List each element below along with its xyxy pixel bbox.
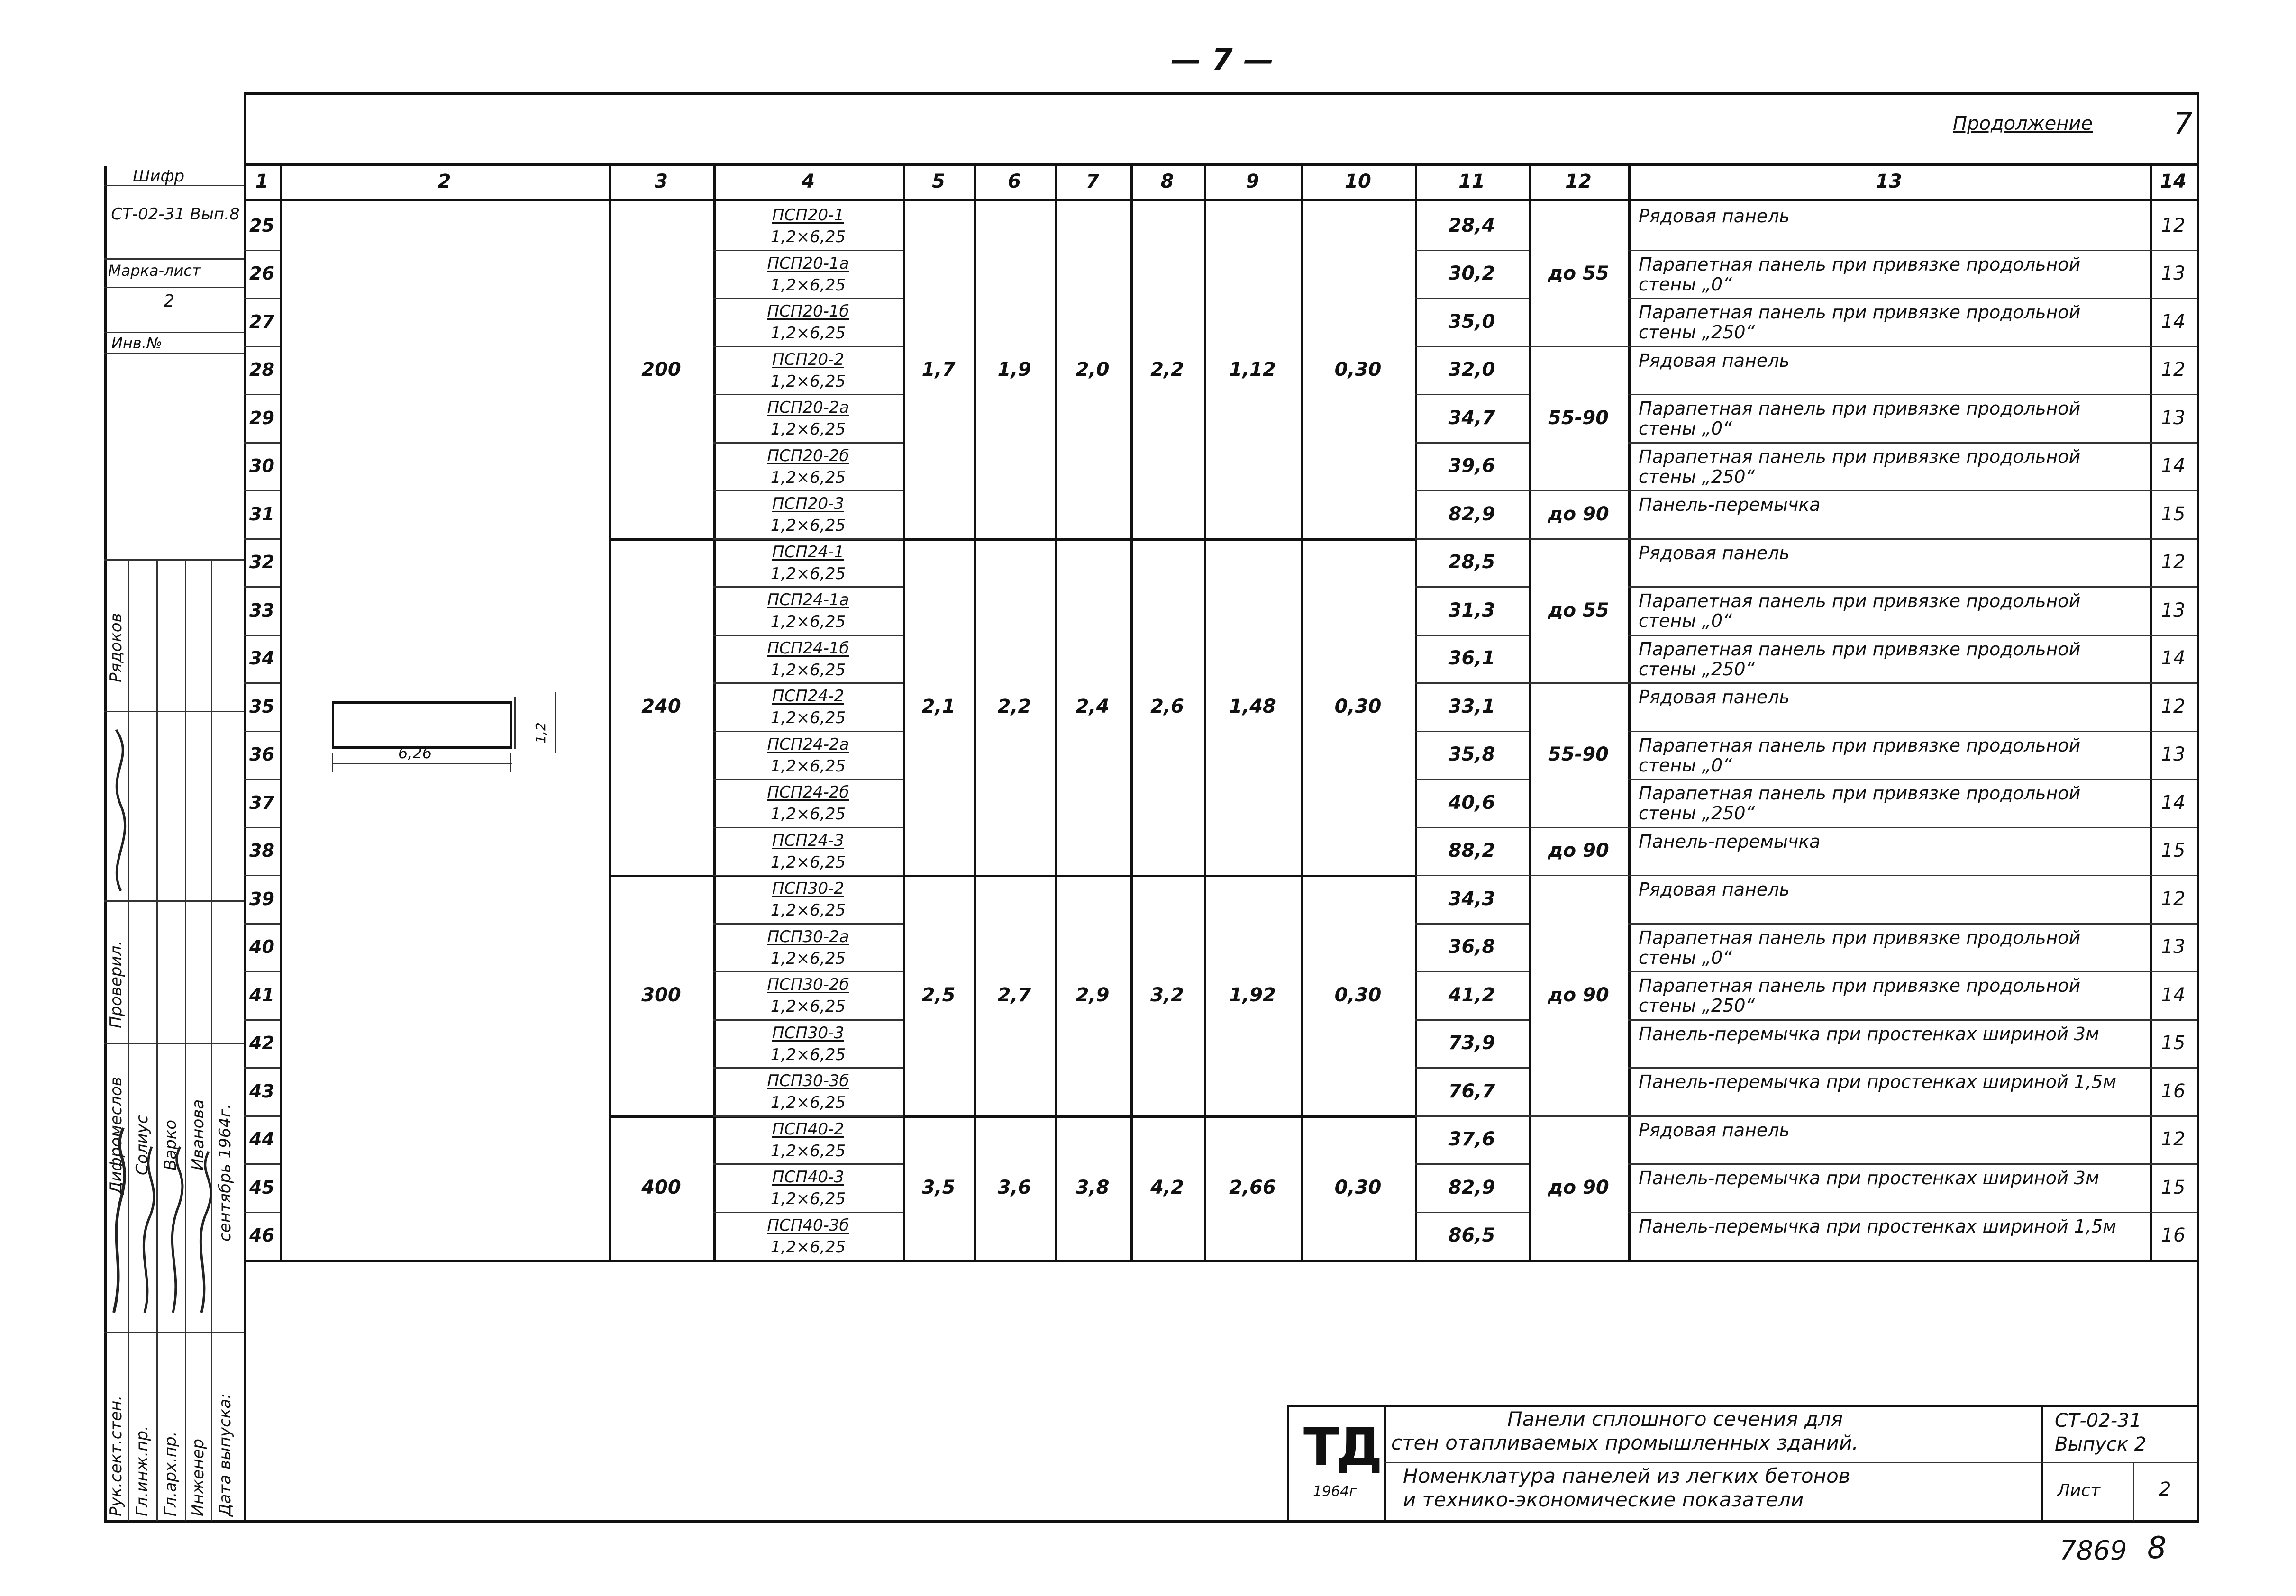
group-c3: 200 bbox=[641, 359, 681, 381]
row-number: 35 bbox=[249, 696, 274, 717]
group-c8: 2,6 bbox=[1150, 695, 1184, 717]
continuation-label: Продолжение bbox=[1953, 113, 2093, 135]
panel-mark-code: ПСП40-2 bbox=[772, 1119, 845, 1139]
panel-mark bbox=[713, 541, 903, 585]
stamp-role-checker: Проверил. bbox=[107, 940, 126, 1028]
group-c5: 3,5 bbox=[921, 1176, 956, 1198]
weight-value: 34,7 bbox=[1448, 407, 1495, 429]
sheet-reference: 13 bbox=[2161, 263, 2186, 285]
sheet-reference: 14 bbox=[2161, 791, 2186, 814]
group-c9: 1,48 bbox=[1229, 695, 1276, 717]
cipher-label: Шифр bbox=[133, 167, 185, 186]
group-c6: 1,9 bbox=[997, 359, 1031, 381]
sheet-reference: 15 bbox=[2161, 503, 2186, 525]
column-number-9: 9 bbox=[1246, 170, 1259, 192]
row-number: 37 bbox=[249, 792, 274, 813]
archive-number: 7869 bbox=[2059, 1535, 2127, 1566]
column-number-6: 6 bbox=[1008, 170, 1021, 192]
panel-mark-code: ПСП20-2а bbox=[767, 398, 849, 417]
panel-mark-size: 1,2×6,25 bbox=[770, 901, 846, 920]
panel-mark-code: ПСП30-2 bbox=[772, 879, 845, 898]
panel-mark bbox=[713, 926, 903, 970]
panel-mark bbox=[713, 1022, 903, 1066]
panel-mark-code: ПСП30-3 bbox=[772, 1023, 845, 1043]
panel-mark-size: 1,2×6,25 bbox=[770, 660, 846, 680]
td-logo: ТД bbox=[1303, 1417, 1380, 1478]
subtitle-line-2: и технико-экономические показатели bbox=[1403, 1488, 1804, 1511]
group-c7: 3,8 bbox=[1075, 1176, 1110, 1198]
sheet-reference: 13 bbox=[2161, 744, 2186, 766]
row-number: 44 bbox=[249, 1129, 274, 1150]
group-c5: 2,5 bbox=[921, 984, 956, 1006]
sheet-reference: 16 bbox=[2161, 1080, 2186, 1102]
panel-description: Парапетная панель при привязке продольной стены „0“ bbox=[1639, 927, 2081, 968]
panel-mark-code: ПСП30-3б bbox=[767, 1071, 849, 1090]
sheet-reference: 14 bbox=[2161, 647, 2186, 670]
panel-mark-code: ПСП24-2а bbox=[767, 735, 849, 754]
span-range: до 90 bbox=[1548, 984, 1609, 1006]
sheet-mark-label: Марка-лист bbox=[108, 262, 201, 280]
group-c6: 2,7 bbox=[997, 984, 1031, 1006]
weight-value: 33,1 bbox=[1448, 695, 1495, 717]
panel-mark bbox=[713, 878, 903, 921]
row-number: 39 bbox=[249, 888, 274, 909]
column-number-3: 3 bbox=[655, 170, 668, 192]
column-number-12: 12 bbox=[1565, 170, 1592, 192]
weight-value: 82,9 bbox=[1448, 503, 1495, 525]
issue-number: Выпуск 2 bbox=[2055, 1433, 2147, 1455]
sketch-width-label: 6,26 bbox=[398, 744, 432, 762]
sheet-reference: 13 bbox=[2161, 407, 2186, 429]
row-number: 29 bbox=[249, 407, 274, 428]
row-number: 40 bbox=[249, 936, 274, 958]
panel-mark bbox=[713, 349, 903, 392]
panel-mark-size: 1,2×6,25 bbox=[770, 852, 846, 872]
group-c8: 3,2 bbox=[1150, 984, 1184, 1006]
group-c7: 2,4 bbox=[1075, 695, 1110, 717]
panel-mark bbox=[713, 685, 903, 729]
panel-description: Парапетная панель при привязке продольной стены „0“ bbox=[1639, 735, 2081, 776]
sheet-reference: 15 bbox=[2161, 1176, 2186, 1198]
panel-description: Рядовая панель bbox=[1639, 879, 1790, 900]
group-c10: 0,30 bbox=[1334, 984, 1382, 1006]
stamp-row-engineer: Инженер bbox=[189, 1439, 208, 1516]
column-number-7: 7 bbox=[1086, 170, 1099, 192]
weight-value: 35,8 bbox=[1448, 744, 1495, 766]
title-line-1: Панели сплошного сечения для bbox=[1507, 1407, 1843, 1431]
group-c9: 1,12 bbox=[1229, 359, 1276, 381]
group-c7: 2,0 bbox=[1075, 359, 1110, 381]
panel-mark-code: ПСП20-1б bbox=[767, 302, 849, 321]
archive-suffix: 8 bbox=[2147, 1531, 2167, 1566]
panel-mark bbox=[713, 1215, 903, 1258]
column-number-5: 5 bbox=[932, 170, 945, 192]
row-number: 31 bbox=[249, 503, 274, 525]
group-c8: 2,2 bbox=[1150, 359, 1184, 381]
span-range: до 90 bbox=[1548, 503, 1609, 525]
panel-description: Рядовая панель bbox=[1639, 1119, 1790, 1141]
row-number: 43 bbox=[249, 1080, 274, 1102]
weight-value: 73,9 bbox=[1448, 1032, 1495, 1054]
panel-mark bbox=[713, 253, 903, 296]
panel-description: Парапетная панель при привязке продольной стены „250“ bbox=[1639, 783, 2081, 824]
panel-description: Парапетная панель при привязке продольной стены „0“ bbox=[1639, 590, 2081, 631]
group-c7: 2,9 bbox=[1075, 984, 1110, 1006]
column-number-2: 2 bbox=[437, 170, 451, 192]
panel-mark-size: 1,2×6,25 bbox=[770, 997, 846, 1016]
panel-mark-size: 1,2×6,25 bbox=[770, 372, 846, 391]
panel-mark-size: 1,2×6,25 bbox=[770, 227, 846, 246]
group-c5: 2,1 bbox=[921, 695, 956, 717]
panel-mark bbox=[713, 830, 903, 873]
panel-mark-code: ПСП24-2 bbox=[772, 687, 845, 706]
panel-mark bbox=[713, 734, 903, 777]
subtitle-line-1: Номенклатура панелей из легких бетонов bbox=[1403, 1464, 1850, 1487]
row-number: 38 bbox=[249, 840, 274, 861]
column-number-8: 8 bbox=[1160, 170, 1174, 192]
group-c3: 300 bbox=[641, 984, 681, 1006]
panel-description: Панель-перемычка bbox=[1639, 494, 1821, 515]
panel-mark-size: 1,2×6,25 bbox=[770, 275, 846, 295]
page-number: — 7 — bbox=[1171, 43, 1274, 78]
panel-mark-code: ПСП20-1 bbox=[772, 206, 845, 225]
sheet-reference: 12 bbox=[2161, 695, 2186, 717]
row-number: 46 bbox=[249, 1225, 274, 1246]
sheet-reference: 12 bbox=[2161, 551, 2186, 573]
panel-mark bbox=[713, 589, 903, 633]
panel-mark bbox=[713, 300, 903, 344]
panel-description: Парапетная панель при привязке продольной стены „250“ bbox=[1639, 302, 2081, 343]
sheet-reference: 12 bbox=[2161, 1128, 2186, 1151]
panel-mark-code: ПСП20-2б bbox=[767, 446, 849, 465]
sheet-reference: 14 bbox=[2161, 310, 2186, 333]
panel-mark-code: ПСП24-1б bbox=[767, 638, 849, 658]
weight-value: 40,6 bbox=[1448, 791, 1495, 814]
span-range: до 55 bbox=[1548, 599, 1609, 621]
panel-description: Парапетная панель при привязке продольной стены „250“ bbox=[1639, 638, 2081, 680]
row-number: 30 bbox=[249, 455, 274, 477]
span-range: 55-90 bbox=[1548, 744, 1609, 766]
panel-mark-size: 1,2×6,25 bbox=[770, 1237, 846, 1257]
group-c9: 2,66 bbox=[1229, 1176, 1276, 1198]
panel-mark-size: 1,2×6,25 bbox=[770, 1093, 846, 1112]
weight-value: 82,9 bbox=[1448, 1176, 1495, 1198]
panel-mark-code: ПСП20-3 bbox=[772, 494, 845, 513]
weight-value: 36,1 bbox=[1448, 647, 1495, 670]
panel-mark-size: 1,2×6,25 bbox=[770, 420, 846, 439]
group-c3: 240 bbox=[641, 695, 681, 717]
panel-description: Рядовая панель bbox=[1639, 206, 1790, 227]
logo-year: 1964г bbox=[1313, 1483, 1357, 1500]
row-number: 42 bbox=[249, 1033, 274, 1054]
panel-mark-code: ПСП20-2 bbox=[772, 350, 845, 369]
column-number-14: 14 bbox=[2160, 170, 2187, 192]
panel-mark bbox=[713, 1118, 903, 1162]
panel-mark-size: 1,2×6,25 bbox=[770, 708, 846, 727]
panel-mark-code: ПСП40-3 bbox=[772, 1168, 845, 1187]
panel-description: Панель-перемычка при простенках шириной 3м bbox=[1639, 1168, 2099, 1188]
panel-mark-size: 1,2×6,25 bbox=[770, 1045, 846, 1064]
panel-mark bbox=[713, 974, 903, 1017]
stamp-name-1: Дифромеслов bbox=[107, 1077, 126, 1194]
panel-description: Парапетная панель при привязке продольной стены „250“ bbox=[1639, 446, 2081, 487]
stamp-name-5: сентябрь 1964г. bbox=[216, 1104, 235, 1242]
row-number: 36 bbox=[249, 744, 274, 765]
column-number-10: 10 bbox=[1345, 170, 1371, 192]
stamp-role-drawer: Рядоков bbox=[107, 613, 126, 682]
stamp-row-head: Рук.сект.стен. bbox=[107, 1395, 126, 1516]
sheet-value: 2 bbox=[2159, 1478, 2171, 1500]
panel-description: Панель-перемычка при простенках шириной 3м bbox=[1639, 1023, 2099, 1044]
column-number-13: 13 bbox=[1876, 170, 1902, 192]
sheet-corner-mark: 7 bbox=[2173, 107, 2193, 142]
row-number: 33 bbox=[249, 599, 274, 621]
group-c10: 0,30 bbox=[1334, 695, 1382, 717]
weight-value: 28,5 bbox=[1448, 551, 1495, 573]
weight-value: 31,3 bbox=[1448, 599, 1495, 621]
stamp-name-2: Солиус bbox=[133, 1115, 152, 1175]
panel-mark bbox=[713, 397, 903, 440]
weight-value: 32,0 bbox=[1448, 359, 1495, 381]
weight-value: 41,2 bbox=[1448, 984, 1495, 1006]
panel-description: Панель-перемычка при простенках шириной 1,5м bbox=[1639, 1215, 2116, 1237]
weight-value: 35,0 bbox=[1448, 310, 1495, 333]
weight-value: 36,8 bbox=[1448, 936, 1495, 958]
panel-mark-size: 1,2×6,25 bbox=[770, 324, 846, 343]
column-number-11: 11 bbox=[1458, 170, 1485, 192]
weight-value: 30,2 bbox=[1448, 263, 1495, 285]
weight-value: 88,2 bbox=[1448, 840, 1495, 862]
group-c9: 1,92 bbox=[1229, 984, 1276, 1006]
cipher-value: СТ-02-31 Вып.8 bbox=[111, 205, 240, 224]
panel-description: Рядовая панель bbox=[1639, 687, 1790, 707]
weight-value: 86,5 bbox=[1448, 1224, 1495, 1247]
row-number: 34 bbox=[249, 648, 274, 669]
panel-mark-size: 1,2×6,25 bbox=[770, 805, 846, 824]
stamp-name-4: Иванова bbox=[189, 1099, 208, 1170]
panel-mark-size: 1,2×6,25 bbox=[770, 612, 846, 631]
span-range: до 55 bbox=[1548, 263, 1609, 285]
sheet-reference: 13 bbox=[2161, 936, 2186, 958]
weight-value: 34,3 bbox=[1448, 888, 1495, 910]
column-number-4: 4 bbox=[802, 170, 815, 192]
group-c5: 1,7 bbox=[921, 359, 956, 381]
group-c3: 400 bbox=[641, 1176, 681, 1198]
row-number: 28 bbox=[249, 359, 274, 381]
panel-description: Парапетная панель при привязке продольной стены „250“ bbox=[1639, 975, 2081, 1016]
weight-value: 76,7 bbox=[1448, 1080, 1495, 1102]
sheet-reference: 14 bbox=[2161, 455, 2186, 477]
panel-mark-code: ПСП24-2б bbox=[767, 783, 849, 802]
panel-mark-size: 1,2×6,25 bbox=[770, 516, 846, 535]
panel-mark-size: 1,2×6,25 bbox=[770, 1141, 846, 1161]
stamp-name-3: Варко bbox=[161, 1119, 180, 1170]
group-c8: 4,2 bbox=[1150, 1176, 1184, 1198]
panel-description: Парапетная панель при привязке продольной стены „0“ bbox=[1639, 398, 2081, 439]
sheet-reference: 12 bbox=[2161, 888, 2186, 910]
panel-mark-size: 1,2×6,25 bbox=[770, 1189, 846, 1208]
stamp-row-chief-arch: Гл.арх.пр. bbox=[161, 1431, 180, 1516]
weight-value: 28,4 bbox=[1448, 214, 1495, 236]
sheet-reference: 14 bbox=[2161, 984, 2186, 1006]
row-number: 26 bbox=[249, 263, 274, 284]
column-number-1: 1 bbox=[255, 170, 269, 192]
document-code: СТ-02-31 bbox=[2055, 1410, 2142, 1432]
panel-outline bbox=[332, 701, 512, 749]
sheet-reference: 15 bbox=[2161, 840, 2186, 862]
panel-mark-code: ПСП24-3 bbox=[772, 831, 845, 850]
group-c10: 0,30 bbox=[1334, 1176, 1382, 1198]
panel-description: Рядовая панель bbox=[1639, 542, 1790, 563]
span-range: до 90 bbox=[1548, 1176, 1609, 1198]
sketch-height-label: 1,2 bbox=[532, 722, 548, 744]
weight-value: 39,6 bbox=[1448, 455, 1495, 477]
row-number: 32 bbox=[249, 552, 274, 573]
panel-mark-code: ПСП24-1 bbox=[772, 542, 845, 562]
row-number: 25 bbox=[249, 215, 274, 236]
panel-mark-size: 1,2×6,25 bbox=[770, 468, 846, 487]
sheet-mark-value: 2 bbox=[164, 291, 174, 311]
panel-mark-code: ПСП30-2б bbox=[767, 975, 849, 994]
sheet-reference: 12 bbox=[2161, 214, 2186, 236]
panel-mark bbox=[713, 781, 903, 825]
panel-mark bbox=[713, 204, 903, 248]
group-c6: 2,2 bbox=[997, 695, 1031, 717]
group-c10: 0,30 bbox=[1334, 359, 1382, 381]
panel-mark bbox=[713, 1070, 903, 1114]
panel-mark bbox=[713, 493, 903, 536]
panel-mark-code: ПСП30-2а bbox=[767, 927, 849, 946]
panel-mark bbox=[713, 445, 903, 489]
group-c6: 3,6 bbox=[997, 1176, 1031, 1198]
panel-mark bbox=[713, 637, 903, 681]
sheet-label: Лист bbox=[2057, 1481, 2101, 1500]
panel-mark bbox=[713, 1166, 903, 1210]
panel-mark-code: ПСП24-1а bbox=[767, 590, 849, 609]
panel-mark-code: ПСП40-3б bbox=[767, 1215, 849, 1235]
span-range: до 90 bbox=[1548, 840, 1609, 862]
sheet-reference: 12 bbox=[2161, 359, 2186, 381]
span-range: 55-90 bbox=[1548, 407, 1609, 429]
weight-value: 37,6 bbox=[1448, 1128, 1495, 1151]
panel-mark-size: 1,2×6,25 bbox=[770, 756, 846, 776]
sheet-reference: 15 bbox=[2161, 1032, 2186, 1054]
stamp-row-chief-eng: Гл.инж.пр. bbox=[133, 1425, 152, 1516]
panel-description: Парапетная панель при привязке продольной стены „0“ bbox=[1639, 254, 2081, 295]
panel-mark-size: 1,2×6,25 bbox=[770, 564, 846, 583]
sheet-reference: 13 bbox=[2161, 599, 2186, 621]
row-number: 41 bbox=[249, 984, 274, 1006]
panel-mark-code: ПСП20-1а bbox=[767, 254, 849, 273]
sheet-reference: 16 bbox=[2161, 1224, 2186, 1247]
panel-description: Панель-перемычка bbox=[1639, 831, 1821, 852]
panel-description: Рядовая панель bbox=[1639, 350, 1790, 371]
inventory-label: Инв.№ bbox=[111, 334, 163, 352]
title-line-2: стен отапливаемых промышленных зданий. bbox=[1391, 1431, 1859, 1454]
stamp-row-date: Дата выпуска: bbox=[216, 1393, 235, 1516]
row-number: 27 bbox=[249, 311, 274, 332]
panel-description: Панель-перемычка при простенках шириной 1,5м bbox=[1639, 1071, 2116, 1092]
signatures bbox=[107, 720, 242, 1327]
row-number: 45 bbox=[249, 1177, 274, 1198]
panel-mark-size: 1,2×6,25 bbox=[770, 949, 846, 968]
